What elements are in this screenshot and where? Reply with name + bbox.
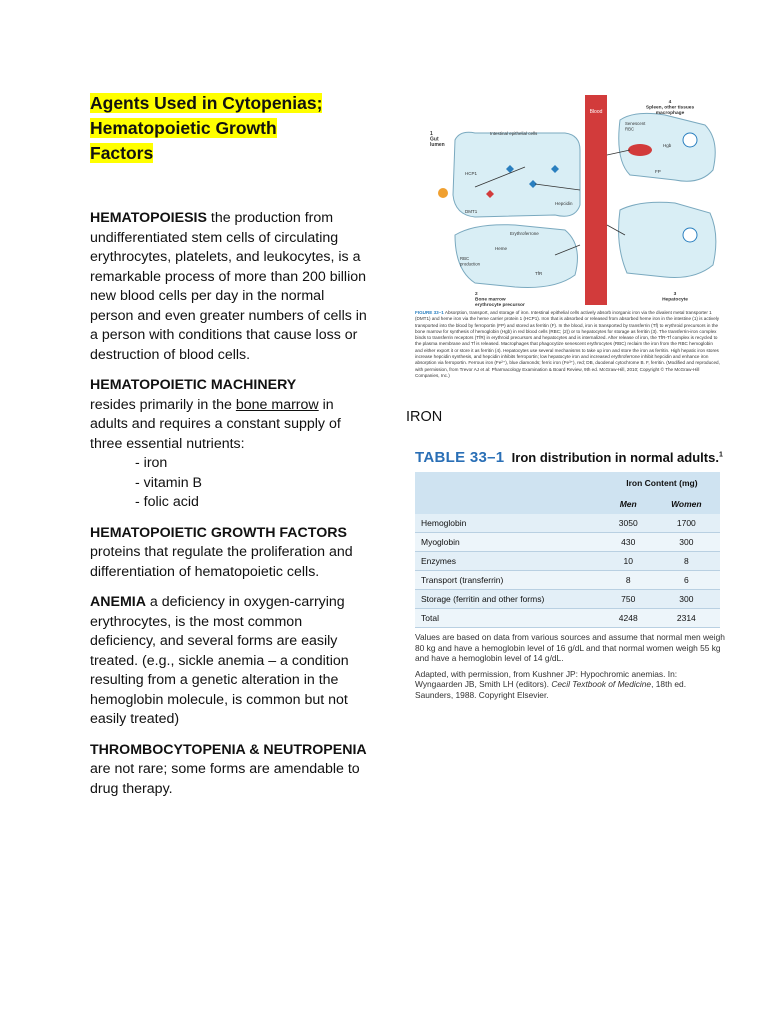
anemia-term: ANEMIA bbox=[90, 594, 146, 610]
hepatocyte-label: 3 Hepatocyte bbox=[662, 292, 688, 303]
title-line-2: Hematopoietic Growth bbox=[90, 118, 277, 138]
hcp1-label: HCP1 bbox=[465, 171, 478, 176]
machinery-paragraph bbox=[90, 376, 370, 454]
hematopoiesis-text: the production from undifferentiated stem cells of circulating erythrocytes, platelets, and leukocytes, is a remarkable process of more than 200 billion new blood cells per day in the normal person and even greater numbers of cells in a person with conditions that cause loss or destruction of blood cells. bbox=[90, 210, 367, 363]
row-label: Transport (transferrin) bbox=[415, 571, 604, 590]
dmt1-label: DMT1 bbox=[465, 209, 478, 214]
db-marker bbox=[438, 188, 448, 198]
machinery-text-after: in adults and requires a constant supply of three essential nutrients: bbox=[90, 396, 341, 452]
footnote2-italic: Cecil Textbook of Medicine bbox=[551, 679, 652, 690]
nutrient-item: - iron bbox=[135, 455, 168, 471]
row-label: Storage (ferritin and other forms) bbox=[415, 590, 604, 609]
table-row bbox=[415, 533, 720, 552]
row-women: 300 bbox=[653, 533, 720, 552]
thrombo-term: THROMBOCYTOPENIA & NEUTROPENIA bbox=[90, 741, 367, 758]
row-women: 8 bbox=[653, 552, 720, 571]
blood-label: Blood bbox=[589, 109, 603, 115]
tfr-label: TfR bbox=[535, 271, 543, 276]
iron-transport-figure bbox=[415, 95, 720, 308]
growth-factors-term: HEMATOPOIETIC GROWTH FACTORS bbox=[90, 524, 347, 541]
iron-heading: IRON bbox=[406, 409, 443, 425]
machinery-text-before: resides primarily in the bbox=[90, 396, 236, 413]
anemia-text: a deficiency in oxygen-carrying erythrocytes, is the most common deficiency, and several forms are easily treated. (e.g., sickle anemia – a condition resulting from a genetic alteration in the hemoglobin molecule, is common but not easily treated) bbox=[90, 594, 349, 727]
group-header: Iron Content (mg) bbox=[604, 472, 720, 494]
col-women: Women bbox=[653, 494, 720, 514]
footnote2-after: , 18th ed. Saunders, 1988. Copyright Elsevier. bbox=[415, 679, 687, 700]
row-label: Hemoglobin bbox=[415, 514, 604, 533]
table-title bbox=[415, 449, 723, 466]
growth-factors-text: proteins that regulate the proliferation and differentiation of hematopoietic cells. bbox=[90, 544, 353, 580]
table-header-row bbox=[415, 472, 720, 494]
row-men: 10 bbox=[604, 552, 653, 571]
table-subheader-row bbox=[415, 494, 720, 514]
nutrient-item: - folic acid bbox=[135, 494, 199, 510]
row-men: 430 bbox=[604, 533, 653, 552]
marrow-label: 2 Bone marrow erythrocyte precursor bbox=[475, 292, 525, 308]
table-footnote-1: Values are based on data from various sources and assume that normal men weigh 80 kg and have a hemoglobin level of 16 g/dL and that normal women weigh 55 kg and have a hemoglobin level of 14 g/dL. bbox=[415, 632, 725, 664]
row-label: Enzymes bbox=[415, 552, 604, 571]
title-line-3: Factors bbox=[90, 143, 154, 163]
growth-factors-paragraph bbox=[90, 524, 370, 583]
header-empty-cell bbox=[415, 472, 604, 494]
thrombo-text: are not rare; some forms are amendable to drug therapy. bbox=[90, 761, 360, 797]
table-notes bbox=[415, 632, 725, 706]
spleen-label: 4 Spleen, other tissues macrophage bbox=[645, 100, 695, 116]
senescent-rbc bbox=[628, 144, 652, 156]
caption-text: Absorption, transport, and storage of iron. Intestinal epithelial cells actively absorb inorganic iron via the divalent metal transporter 1 (DMT1) and heme iron via the heme carrier protein 1 (HCP1). Iron that is absorbed or released from absorbed heme iron in the intestine (1) is actively transported into the blood by ferroportin (FP) and stored as ferritin (F). In the blood, iron is transported by transferrin (Tf) to erythroid precursors in the bone marrow for synthesis of hemoglobin (Hgb) in red blood cells (RBC; (2)) or to hepatocytes for storage as ferritin (3). The transferrin-iron complex binds to transferrin receptors (TfR) in erythroid precursors and hepatocytes and is internalized. After release of iron, the TfR-Tf complex is recycled to the plasma membrane and Tf is released. Macrophages that phagocytize senescent erythrocytes (RBC) reclaim the iron from the RBC hemoglobin and either export it or store it as ferritin (4). Hepatocytes use several mechanisms to take up iron and store the iron as ferritin. High hepatic iron stores increase hepcidin synthesis, and hepcidin inhibits ferroportin; low hepatocyte iron and increased erythroferrone inhibit hepcidin and enhance iron absorption via ferroportin. Ferrous iron (Fe²⁺), blue diamonds; ferric iron (Fe³⁺), red; DB, duodenal cytochrome B. F, ferritin. (Modified and reproduced, with permission, from Trevor AJ et al: Pharmacology Examination & Board Review, 9th ed. McGraw-Hill, 2010; Copyright © The McGraw-Hill Companies, Inc.) bbox=[415, 310, 720, 378]
rbc-label: RBC production bbox=[460, 256, 481, 267]
title-line-1: Agents Used in Cytopenias; bbox=[90, 93, 323, 113]
caption-label: FIGURE 33–1 bbox=[415, 310, 444, 315]
left-column bbox=[90, 209, 370, 810]
epithelial-label: Intestinal epithelial cells bbox=[490, 131, 538, 136]
heme-label: Heme bbox=[495, 246, 508, 251]
table-row bbox=[415, 514, 720, 533]
row-women: 1700 bbox=[653, 514, 720, 533]
hepatocyte-shape bbox=[619, 202, 716, 277]
ferritin-cluster bbox=[683, 228, 697, 242]
row-men: 3050 bbox=[604, 514, 653, 533]
row-men: 750 bbox=[604, 590, 653, 609]
ferritin-cluster bbox=[683, 133, 697, 147]
row-men: 4248 bbox=[604, 609, 653, 628]
gut-label: 1 Gut lumen bbox=[430, 131, 445, 148]
nutrient-item: - vitamin B bbox=[135, 474, 203, 491]
nutrients-list bbox=[90, 454, 370, 513]
row-men: 8 bbox=[604, 571, 653, 590]
hepcidin-label: Hepcidin bbox=[555, 201, 573, 206]
footnote2-before: Adapted, with permission, from Kushner JP: Hypochromic anemias. In: Wyngaarden JB, Smith LH (editors). bbox=[415, 668, 678, 690]
table-row bbox=[415, 552, 720, 571]
table-number: TABLE 33–1 bbox=[415, 449, 505, 466]
figure-caption bbox=[415, 310, 720, 379]
machinery-term: HEMATOPOIETIC MACHINERY bbox=[90, 377, 297, 393]
header-empty-cell bbox=[415, 494, 604, 514]
row-label: Total bbox=[415, 609, 604, 628]
bone-marrow-underlined: bone marrow bbox=[235, 396, 319, 413]
erythroferrone-label: Erythroferrone bbox=[510, 231, 539, 236]
anemia-paragraph bbox=[90, 593, 370, 730]
table-row bbox=[415, 571, 720, 590]
blood-vessel bbox=[585, 95, 607, 305]
table-footnote-2 bbox=[415, 669, 725, 701]
senescent-label: Senescent RBC bbox=[625, 121, 646, 132]
table-title-sup: 1 bbox=[718, 451, 723, 459]
hematopoiesis-term: HEMATOPOIESIS bbox=[90, 210, 207, 226]
thrombo-paragraph bbox=[90, 741, 370, 800]
row-women: 300 bbox=[653, 590, 720, 609]
row-women: 2314 bbox=[653, 609, 720, 628]
table-row bbox=[415, 590, 720, 609]
row-label: Myoglobin bbox=[415, 533, 604, 552]
row-women: 6 bbox=[653, 571, 720, 590]
table-title-text: Iron distribution in normal adults. bbox=[511, 450, 719, 465]
fp-label: FP bbox=[655, 169, 661, 174]
table-row-total bbox=[415, 609, 720, 628]
hematopoiesis-paragraph bbox=[90, 209, 370, 365]
document-title bbox=[90, 91, 370, 166]
hgb-label: Hgb bbox=[663, 143, 672, 148]
col-men: Men bbox=[604, 494, 653, 514]
iron-distribution-table bbox=[415, 472, 720, 628]
